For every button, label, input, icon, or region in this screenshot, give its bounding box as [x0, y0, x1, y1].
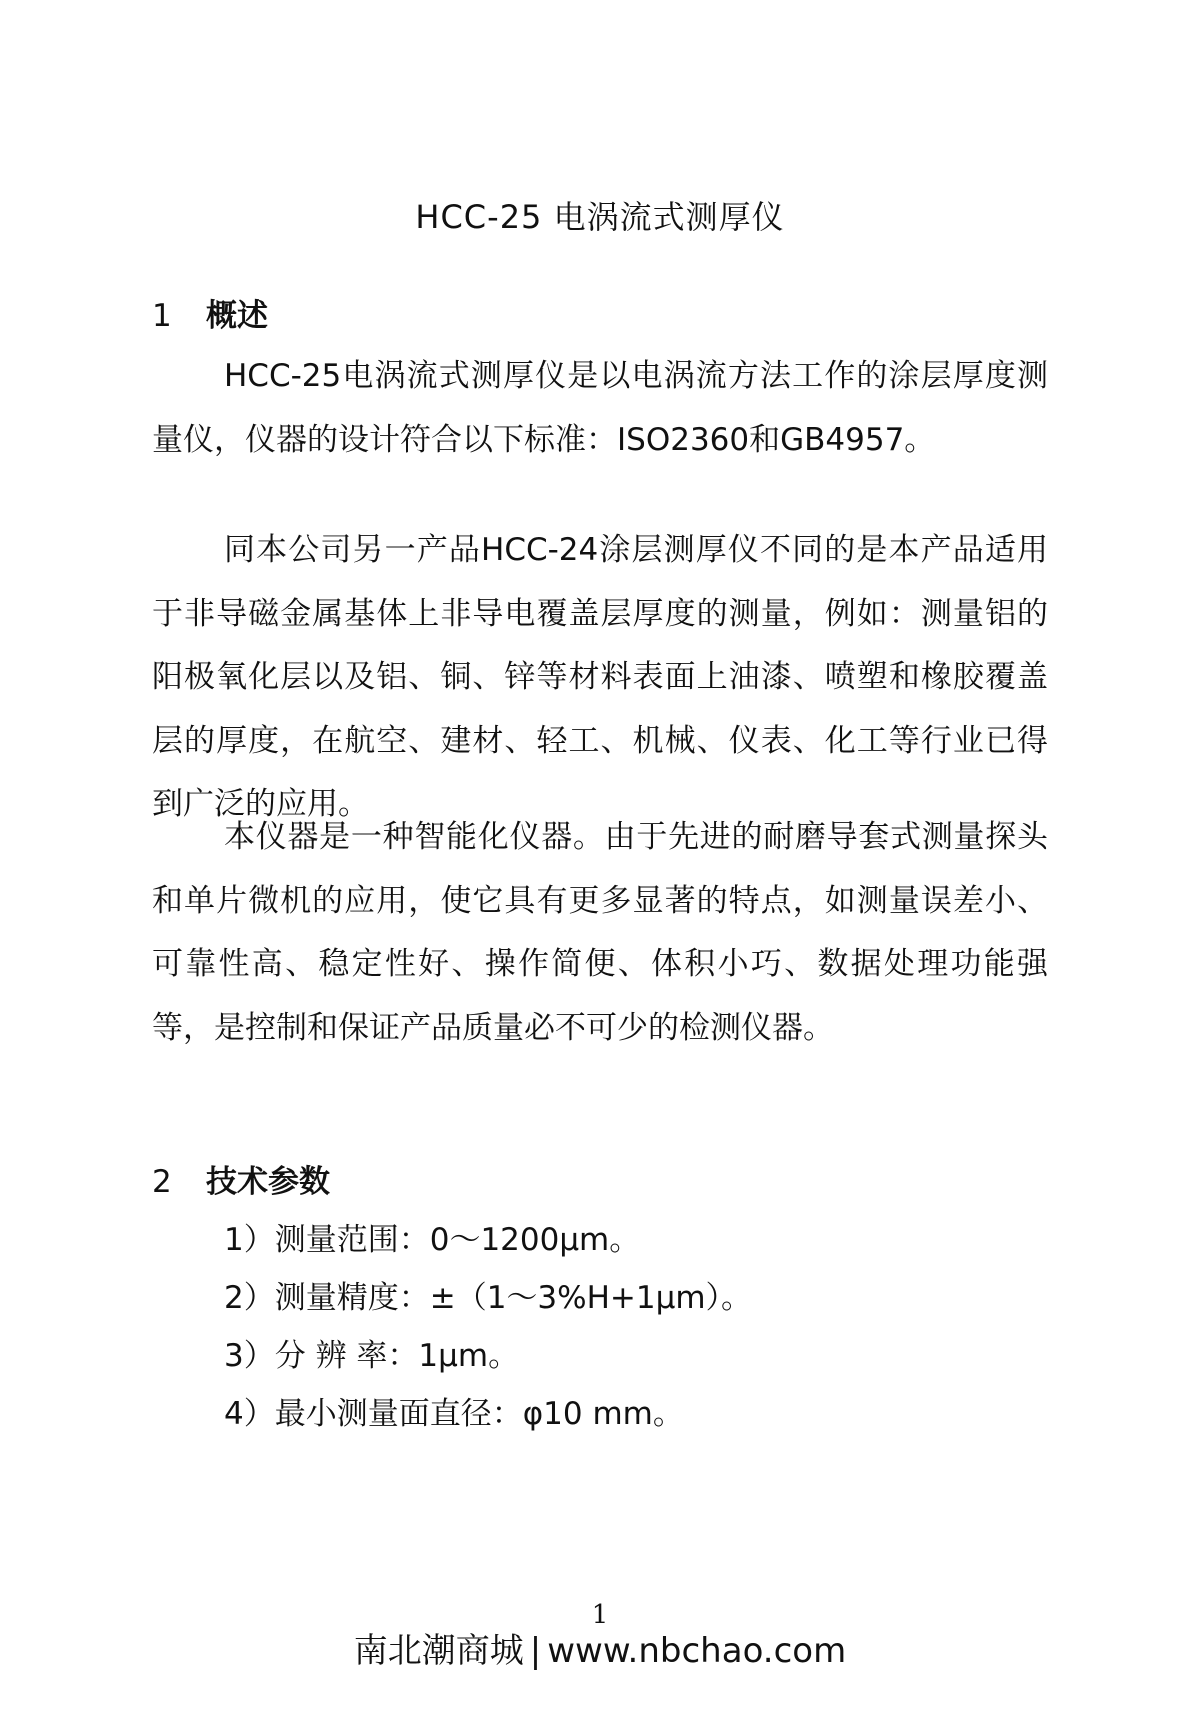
section-title: 技术参数: [206, 1164, 330, 1200]
footer-brand-name: 南北潮商城: [353, 1631, 524, 1671]
footer-separator: |: [529, 1631, 542, 1671]
page-number: 1: [591, 1600, 609, 1630]
paragraph-features: 本仪器是一种智能化仪器。由于先进的耐磨导套式测量探头和单片微机的应用，使它具有更多显著的特点，如测量误差小、可靠性高、稳定性好、操作简便、体积小巧、数据处理功能强等，是控制和保证产品质量必不可少的检测仪器。: [152, 819, 1048, 1046]
spec-accuracy: 2）测量精度：±（1～3%H+1μm）。: [224, 1280, 753, 1316]
paragraph-intro: HCC-25电涡流式测厚仪是以电涡流方法工作的涂层厚度测量仪，仪器的设计符合以下标准：ISO2360和GB4957。: [152, 358, 1048, 458]
document-title: HCC-25 电涡流式测厚仪: [415, 198, 785, 236]
section-number: 2: [152, 1164, 172, 1200]
paragraph-application: 同本公司另一产品HCC-24涂层测厚仪不同的是本产品适用于非导磁金属基体上非导电覆盖层厚度的测量，例如：测量铝的阳极氧化层以及铝、铜、锌等材料表面上油漆、喷塑和橡胶覆盖层的厚度，在航空、建材、轻工、机械、仪表、化工等行业已得到广泛的应用。: [152, 532, 1048, 822]
spec-resolution: 3）分 辨 率：1μm。: [224, 1338, 520, 1374]
footer-watermark: [0, 1628, 1200, 1674]
spec-min-diameter: 4）最小测量面直径：φ10 mm。: [224, 1396, 684, 1432]
spec-measure-range: 1）测量范围：0～1200μm。: [224, 1222, 641, 1258]
footer-url: www.nbchao.com: [547, 1631, 847, 1671]
section-heading-overview: [152, 292, 268, 340]
section-number: 1: [152, 298, 172, 334]
section-title: 概述: [206, 298, 268, 334]
section-heading-specs: [152, 1158, 330, 1206]
